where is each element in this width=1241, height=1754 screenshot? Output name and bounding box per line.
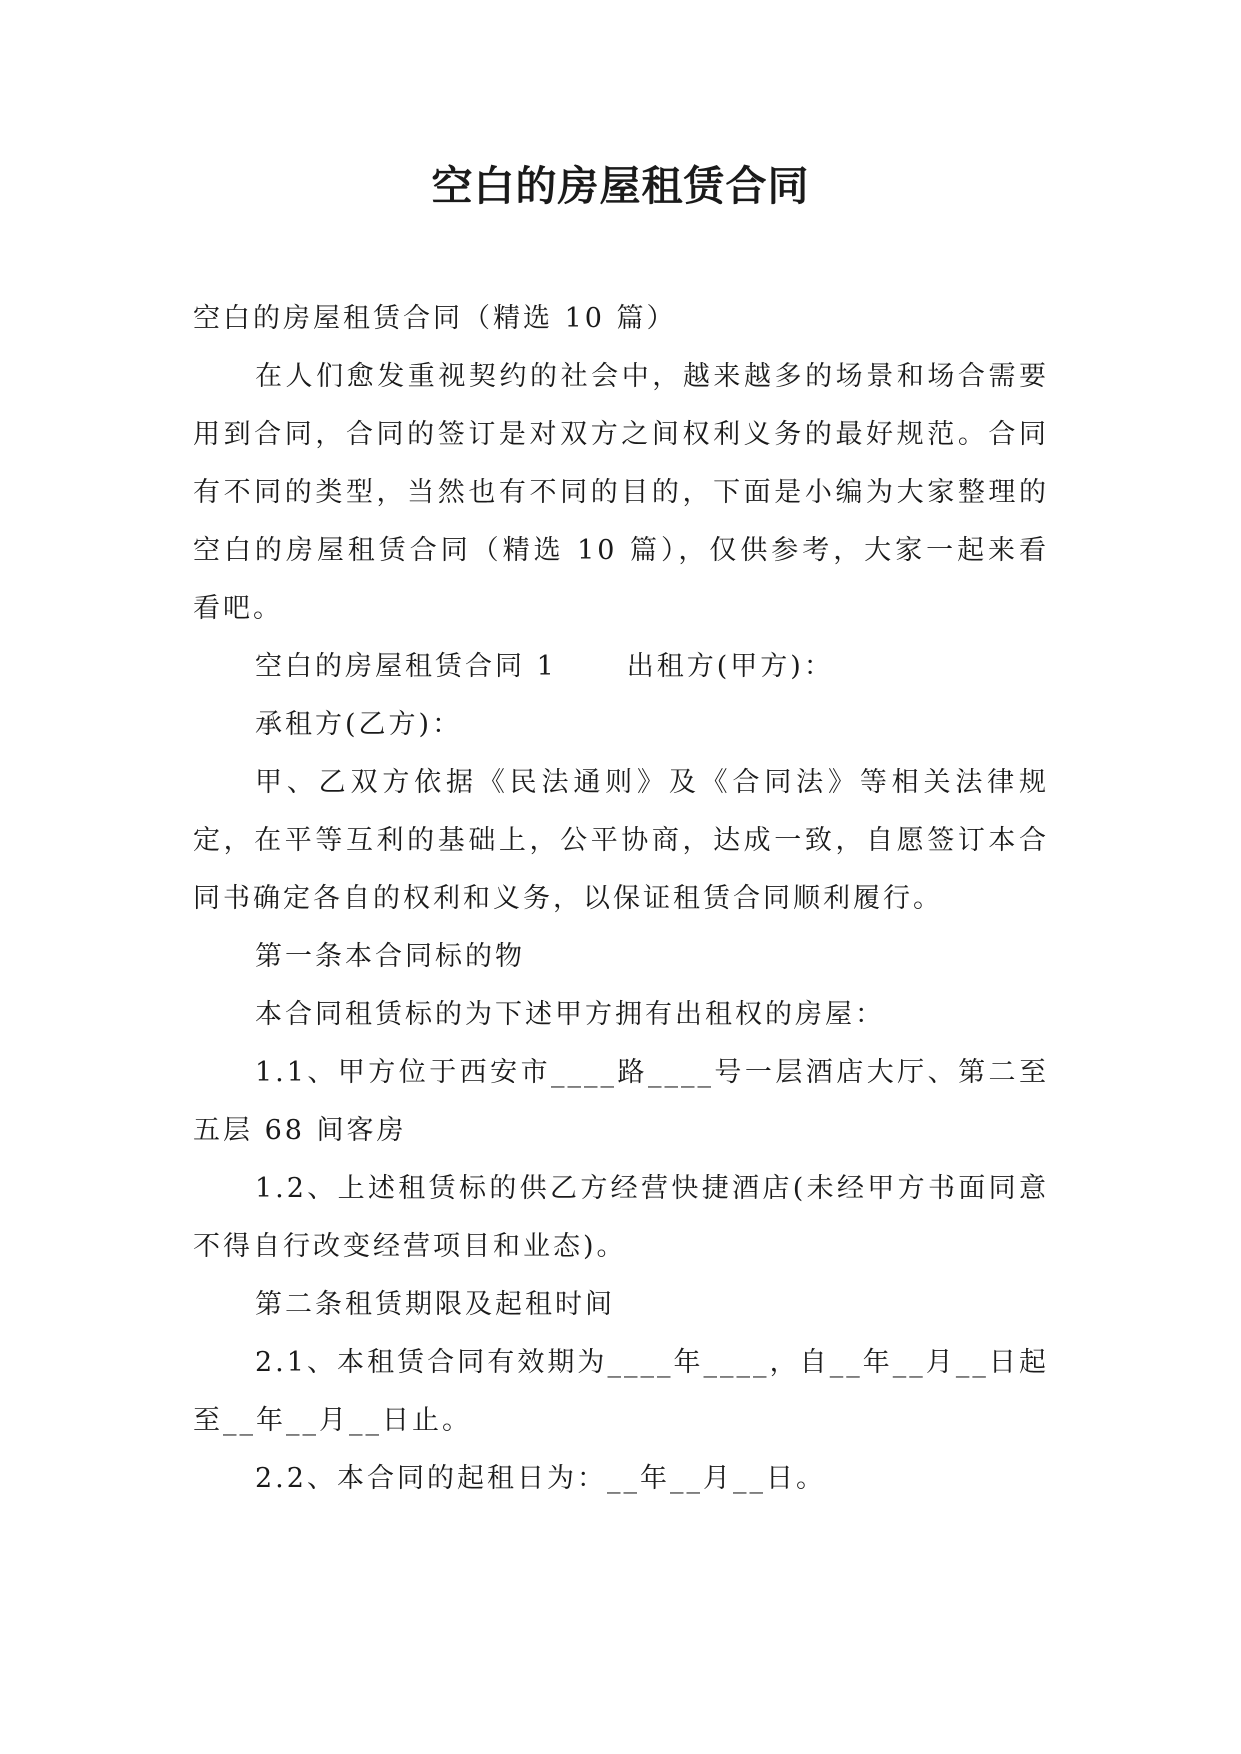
party-a-label: 出租方(甲方)： [626, 651, 834, 682]
contract-heading-line [193, 638, 1049, 696]
document-body [193, 290, 1049, 1508]
clause-2-2: 2.2、本合同的起租日为：__年__月__日。 [255, 1463, 826, 1494]
intro-paragraph: 在人们愈发重视契约的社会中，越来越多的场景和场合需要用到合同，合同的签订是对双方之间权利义务的最好规范。合同有不同的类型，当然也有不同的目的，下面是小编为大家整理的空白的房屋租赁合同（精选 10 篇），仅供参考，大家一起来看看吧。 [193, 361, 1049, 624]
document-subtitle: 空白的房屋租赁合同（精选 10 篇） [193, 303, 677, 334]
clause-1-2: 1.2、上述租赁标的供乙方经营快捷酒店(未经甲方书面同意不得自行改变经营项目和业态)。 [193, 1173, 1049, 1262]
party-b-label: 承租方(乙方)： [255, 709, 463, 740]
preamble-paragraph: 甲、乙双方依据《民法通则》及《合同法》等相关法律规定，在平等互利的基础上，公平协商，达成一致，自愿签订本合同书确定各自的权利和义务，以保证租赁合同顺利履行。 [193, 767, 1049, 914]
clause-1-1: 1.1、甲方位于西安市____路____号一层酒店大厅、第二至五层 68 间客房 [193, 1057, 1049, 1146]
article-1-title: 第一条本合同标的物 [255, 941, 525, 972]
contract-heading: 空白的房屋租赁合同 1 [255, 651, 557, 682]
document-title: 空白的房屋租赁合同 [431, 162, 810, 210]
article-2-title: 第二条租赁期限及起租时间 [255, 1289, 615, 1320]
clause-2-1: 2.1、本租赁合同有效期为____年____，自__年__月__日起至__年__月__日止。 [193, 1347, 1049, 1436]
article-1-intro: 本合同租赁标的为下述甲方拥有出租权的房屋： [255, 999, 885, 1030]
